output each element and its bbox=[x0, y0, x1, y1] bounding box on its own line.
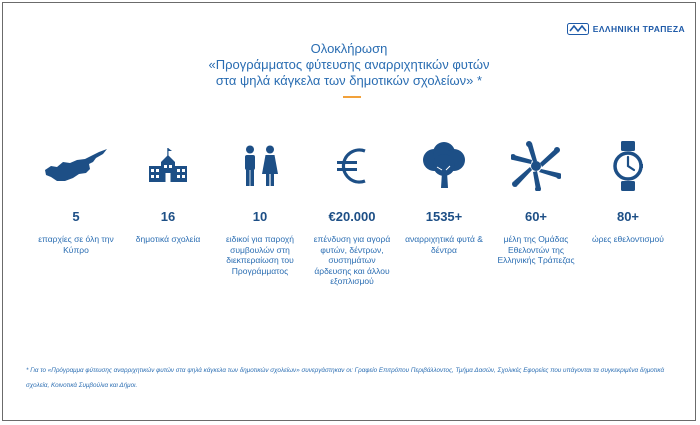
stat-description: μέλη της Ομάδας Εθελοντών της Ελληνικής Τράπεζας bbox=[497, 234, 575, 265]
school-building-icon bbox=[147, 148, 189, 184]
title-line-3: στα ψηλά κάγκελα των δημοτικών σχολείων» * bbox=[215, 73, 483, 88]
infographic-frame bbox=[2, 2, 696, 421]
stat-schools bbox=[122, 139, 214, 245]
stat-experts bbox=[214, 139, 306, 276]
tree-icon bbox=[420, 142, 468, 190]
stat-value: 1535+ bbox=[425, 209, 463, 224]
title-line-1: Ολοκλήρωση bbox=[310, 41, 388, 56]
stat-value: 5 bbox=[72, 209, 80, 224]
stat-value: 60+ bbox=[524, 209, 548, 224]
stat-plants bbox=[398, 139, 490, 255]
stat-description: αναρριχητικά φυτά & δέντρα bbox=[405, 234, 483, 255]
footnote: * Για το «Πρόγραμμα φύτευσης αναρριχητικών φυτών στα ψηλά κάγκελα των δημοτικών σχολείων» συνεργάστηκαν οι: Γραφείο Επιτρόπου Περιβάλλοντος, Τμήμα Δασών, Σχολικές Εφορείες που υπάγονται τα συγκεκριμένα δημοτικά σχολεία, Κοινοτικά Συμβούλια και Δήμοι. bbox=[26, 367, 665, 389]
title-accent-underline bbox=[343, 96, 361, 98]
volunteer-hands-icon bbox=[511, 141, 561, 191]
stat-description: ώρες εθελοντισμού bbox=[592, 234, 664, 244]
euro-icon bbox=[334, 145, 370, 187]
stat-value: 16 bbox=[160, 209, 176, 224]
stat-volunteers bbox=[490, 139, 582, 266]
stat-description: δημοτικά σχολεία bbox=[135, 234, 201, 244]
cyprus-map-icon bbox=[43, 148, 109, 184]
watch-icon bbox=[613, 141, 643, 191]
stat-investment bbox=[306, 139, 398, 287]
stat-description: επένδυση για αγορά φυτών, δέντρων, συστημάτων άρδευσης και άλλου εξοπλισμού bbox=[313, 234, 391, 286]
stat-value: €20.000 bbox=[328, 209, 376, 224]
bank-logo-icon bbox=[567, 23, 589, 35]
stat-hours bbox=[582, 139, 674, 245]
stat-description: ειδικοί για παροχή συμβουλών στη διεκπεραίωση του Προγράμματος bbox=[225, 234, 295, 276]
stat-description: επαρχίες σε όλη την Κύπρο bbox=[38, 234, 114, 255]
bank-logo bbox=[567, 23, 685, 35]
stat-districts bbox=[30, 139, 122, 255]
stat-value: 10 bbox=[252, 209, 268, 224]
stats-row bbox=[30, 139, 680, 339]
title-line-2: «Προγράμματος φύτευσης αναρριχητικών φυτών bbox=[208, 57, 490, 72]
stat-value: 80+ bbox=[616, 209, 640, 224]
page-title bbox=[3, 41, 695, 89]
bank-logo-text: ΕΛΛΗΝΙΚΗ ΤΡΑΠΕΖΑ bbox=[592, 24, 685, 34]
people-icon bbox=[240, 145, 280, 187]
